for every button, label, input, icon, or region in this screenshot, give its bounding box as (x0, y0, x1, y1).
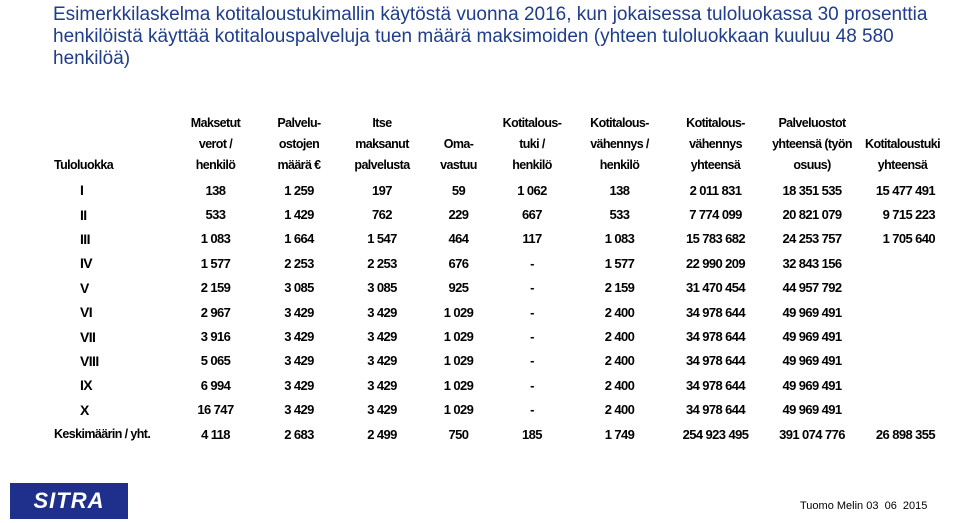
table-cell (860, 349, 945, 373)
column-header-line: maksanut (355, 137, 409, 151)
table-cell (860, 251, 945, 275)
table-row (52, 178, 945, 202)
table-cell (860, 276, 945, 300)
table-cell: 2 400 (604, 329, 635, 345)
table-cell: 59 (451, 182, 466, 198)
table-row (52, 422, 945, 446)
table-cell: 464 (448, 231, 469, 247)
table-cell: 49 969 491 (782, 402, 842, 418)
household-support-table (52, 113, 945, 446)
table-cell: 1 259 (284, 182, 314, 198)
table-row (52, 227, 945, 251)
column-header-line: Kotitalous- (502, 116, 562, 130)
table-cell: 7 774 099 (689, 207, 742, 223)
column-header-line: vastuu (440, 158, 477, 172)
table-cell: 1 749 (604, 426, 635, 442)
table-cell (860, 398, 945, 422)
table-cell: 3 429 (367, 304, 397, 320)
column-header-line: vähennys (689, 137, 742, 151)
table-cell: 24 253 757 (782, 231, 842, 247)
column-header-line: Itse (372, 116, 392, 130)
table-cell: 2 253 (284, 255, 314, 271)
logo-text: SITRA (33, 488, 105, 513)
table-cell: 1 029 (443, 304, 474, 320)
column-header-1 (172, 113, 259, 178)
table-row (52, 251, 945, 275)
table-cell: 6 994 (200, 377, 231, 393)
sitra-logo (10, 483, 128, 519)
column-header-2 (259, 113, 339, 178)
table-body (52, 178, 945, 446)
table-cell: 2 683 (284, 426, 314, 442)
column-header-line: Kotitalous- (686, 116, 745, 130)
table-cell: 34 978 644 (685, 353, 746, 369)
column-header-line: yhteensä (työn (772, 137, 852, 151)
table-cell: 2 400 (604, 377, 635, 393)
table-cell: 750 (448, 426, 469, 442)
table-cell: 44 957 792 (782, 280, 842, 296)
income-class-cell: IX (80, 377, 93, 394)
table-cell: 3 429 (284, 402, 314, 418)
column-header-line: osuus) (793, 158, 831, 172)
column-header-line: yhteensä (690, 158, 741, 172)
table-cell: 925 (448, 280, 469, 296)
table-cell: 3 429 (367, 402, 397, 418)
column-header-0 (52, 113, 172, 178)
table-cell (860, 324, 945, 348)
column-header-line: henkilö (599, 158, 640, 172)
table-cell: - (530, 377, 534, 393)
table-cell: 2 967 (200, 304, 231, 320)
table-cell: 3 429 (284, 377, 314, 393)
table-cell: 533 (609, 207, 630, 223)
income-class-cell: I (80, 182, 84, 199)
table-cell: 5 065 (200, 353, 231, 369)
column-header-4 (425, 113, 492, 178)
table-cell: 762 (372, 207, 392, 223)
table-cell: 15 477 491 (875, 182, 935, 198)
table-cell: 2 011 831 (689, 182, 742, 198)
table-cell: 3 085 (284, 280, 314, 296)
column-header-8 (764, 113, 860, 178)
income-class-cell: VIII (80, 352, 99, 369)
column-header-line: Maksetut (190, 116, 241, 130)
table-cell: 667 (522, 207, 542, 223)
table-cell: 229 (448, 207, 469, 223)
table-row (52, 300, 945, 324)
column-header-line: vähennys / (590, 137, 649, 151)
table-cell: 254 923 495 (682, 426, 749, 442)
table-cell: - (530, 304, 534, 320)
table-cell: 2 400 (604, 353, 635, 369)
table-row (52, 373, 945, 397)
table-cell: 22 990 209 (685, 255, 746, 271)
table-cell: 138 (609, 182, 630, 198)
table-cell (860, 300, 945, 324)
table-header-row (52, 113, 945, 178)
table-cell: - (530, 402, 534, 418)
table-cell: 2 400 (604, 402, 635, 418)
table-cell: 34 978 644 (685, 377, 746, 393)
table-cell: 2 159 (604, 280, 635, 296)
table-cell: 49 969 491 (782, 304, 842, 320)
table-cell: 3 085 (367, 280, 397, 296)
column-header-line: Oma- (443, 137, 474, 151)
column-header-line: verot / (198, 137, 233, 151)
author-date: Tuomo Melin 03 06 2015 (800, 500, 928, 512)
table-cell: 1 029 (443, 377, 474, 393)
table-cell: 676 (448, 255, 469, 271)
column-header-line: palvelusta (354, 158, 410, 172)
column-header-7 (667, 113, 764, 178)
column-header-9 (860, 113, 945, 178)
income-class-cell: VII (80, 328, 96, 345)
slide-title: Esimerkkilaskelma kotitaloustukimallin käytöstä vuonna 2016, kun jokaisessa tuloluokassa 30 prosenttia henkilöistä käyttää kotitalouspalveluja tuen määrä maksimoiden (yhteen tuloluokkaan kuuluu 48 580 henkilöä) (53, 4, 928, 69)
table-cell: 197 (372, 182, 392, 198)
table-cell: 1 577 (200, 255, 231, 271)
table-cell: 26 898 355 (875, 426, 935, 442)
income-class-cell: V (80, 279, 89, 296)
column-header-line: Palvelu- (277, 116, 321, 130)
table-cell: 16 747 (197, 402, 234, 418)
table-cell (860, 373, 945, 397)
column-header-line: Palveluostot (778, 116, 846, 130)
table-cell: 2 499 (367, 426, 397, 442)
column-header-line: henkilö (195, 158, 236, 172)
table-cell: 2 400 (604, 304, 635, 320)
table-cell: - (530, 255, 534, 271)
table-cell: 49 969 491 (782, 329, 842, 345)
table-cell: - (530, 280, 534, 296)
table-cell: 49 969 491 (782, 377, 842, 393)
table-row (52, 398, 945, 422)
table-cell: 3 429 (284, 304, 314, 320)
income-class-cell: VI (80, 304, 93, 321)
column-header-3 (339, 113, 425, 178)
table-cell: 3 429 (367, 377, 397, 393)
column-header-5 (492, 113, 572, 178)
table-cell: 3 429 (284, 329, 314, 345)
table-cell: 2 159 (200, 280, 231, 296)
income-class-cell: III (80, 230, 90, 247)
table-cell: - (530, 329, 534, 345)
table-cell: 138 (205, 182, 226, 198)
table-cell: 1 029 (443, 402, 474, 418)
table-cell: 32 843 156 (782, 255, 842, 271)
table-cell: 34 978 644 (685, 402, 746, 418)
column-header-line: yhteensä (877, 158, 928, 172)
table-cell: 3 429 (284, 353, 314, 369)
table-cell: 15 783 682 (685, 231, 746, 247)
table-cell: 9 715 223 (882, 207, 935, 223)
table-cell: 31 470 454 (685, 280, 746, 296)
table-cell: 20 821 079 (782, 207, 842, 223)
table-cell: 3 916 (200, 329, 231, 345)
income-class-cell: Keskimäärin / yht. (54, 427, 151, 442)
column-header-line: tuki / (519, 137, 545, 151)
table-row (52, 324, 945, 348)
column-header-line: Kotitalous- (590, 116, 649, 130)
income-class-cell: IV (80, 255, 93, 272)
table-cell: 391 074 776 (779, 426, 845, 442)
table-cell: 4 118 (201, 426, 230, 442)
table-cell: 34 978 644 (685, 329, 746, 345)
table-cell: 533 (205, 207, 226, 223)
income-class-cell: II (80, 206, 87, 223)
column-header-line: henkilö (512, 158, 552, 172)
table-cell: 2 253 (367, 255, 397, 271)
column-header-line: ostojen (278, 137, 320, 151)
table-cell: 34 978 644 (685, 304, 746, 320)
table-cell: 1 062 (517, 182, 547, 198)
table-cell: 1 547 (367, 231, 397, 247)
table-cell: 49 969 491 (782, 353, 842, 369)
data-table-container (52, 113, 952, 468)
table-cell: 1 577 (604, 255, 635, 271)
table-cell: 1 083 (200, 231, 231, 247)
table-cell: 1 705 640 (882, 231, 935, 247)
table-row (52, 202, 945, 226)
column-header-line: Tuloluokka (54, 158, 114, 172)
table-cell: 18 351 535 (782, 182, 842, 198)
table-cell: - (530, 353, 534, 369)
column-header-line: määrä € (277, 158, 321, 172)
column-header-line: Kotitaloustuki (865, 137, 940, 151)
table-cell: 185 (522, 426, 542, 442)
table-row (52, 349, 945, 373)
table-cell: 3 429 (367, 353, 397, 369)
table-cell: 1 029 (443, 329, 474, 345)
table-cell: 117 (522, 231, 542, 247)
table-cell: 1 029 (443, 353, 474, 369)
table-cell: 1 429 (284, 207, 314, 223)
table-cell: 1 664 (284, 231, 314, 247)
table-row (52, 276, 945, 300)
column-header-6 (572, 113, 667, 178)
income-class-cell: X (80, 401, 89, 418)
table-cell: 3 429 (367, 329, 397, 345)
table-cell: 1 083 (604, 231, 635, 247)
